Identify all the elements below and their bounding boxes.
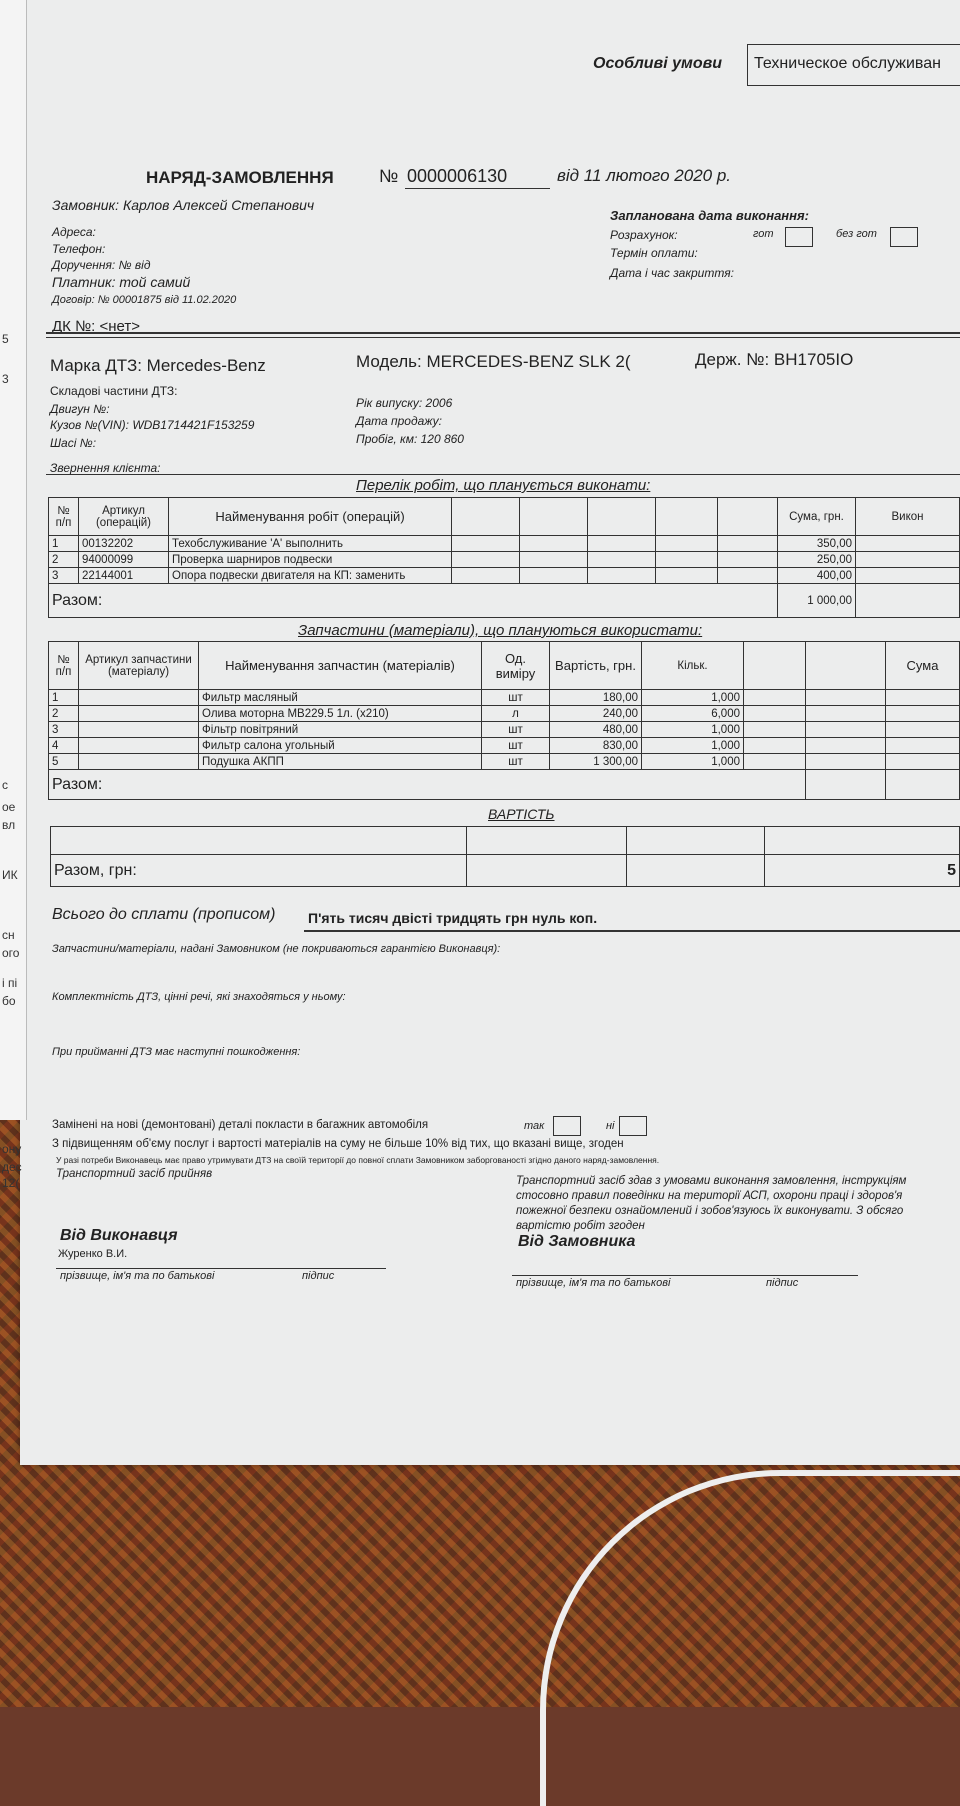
prev-page-text: 12( <box>2 1176 20 1190</box>
vin-label: Кузов №(VIN): WDB1714421F153259 <box>50 418 255 432</box>
part-no: 4 <box>49 738 79 754</box>
document-title: НАРЯД-ЗАМОВЛЕННЯ <box>146 168 334 187</box>
part-qty: 1,000 <box>642 738 744 754</box>
part-qty: 1,000 <box>642 754 744 770</box>
table-row <box>49 690 960 706</box>
contract-label: Договір: № 00001875 від 11.02.2020 <box>52 294 237 306</box>
planned-date-label: Запланована дата виконання: <box>610 208 809 223</box>
order-number: 0000006130 <box>407 166 508 186</box>
replaced-parts-label: Замінені на нові (демонтовані) деталі покласти в багажник автомобіля <box>52 1119 429 1131</box>
cost-total-value: 5 <box>765 855 960 887</box>
part-price: 240,00 <box>550 706 642 722</box>
work-order-document <box>20 0 960 1465</box>
customer-signature-line <box>512 1275 858 1276</box>
cost-table <box>50 826 960 887</box>
works-title: Перелік робіт, що планується виконати: <box>356 477 651 494</box>
prev-page-text: дес <box>2 1160 22 1174</box>
yes-checkbox[interactable] <box>553 1116 581 1136</box>
amount-in-words: П'ять тисяч двісті тридцять грн нуль коп. <box>308 910 598 926</box>
handed-line-4: вартістю робіт згоден <box>516 1220 645 1232</box>
work-sum: 250,00 <box>778 552 856 568</box>
order-number-underline <box>405 188 550 189</box>
part-unit: шт <box>482 690 550 706</box>
cost-title: ВАРТІСТЬ <box>488 806 555 822</box>
work-code: 94000099 <box>79 552 169 568</box>
part-unit: шт <box>482 738 550 754</box>
handed-line-2: стосовно правил поведінки на території АСП, охорони праці і здоров'я <box>516 1190 903 1202</box>
prev-page-text: вл <box>2 818 16 832</box>
components-label: Складові частини ДТЗ: <box>50 384 178 398</box>
customer-sign-hint: підпис <box>766 1277 799 1289</box>
parts-header-no: № п/п <box>49 642 79 690</box>
increase-label: З підвищенням об'єму послуг і вартості матеріалів на суму не більше 10% від тих, що вказані вище, згоден <box>52 1138 624 1150</box>
parts-header-qty: Кільк. <box>642 642 744 690</box>
work-no: 2 <box>49 552 79 568</box>
accepted-label: Транспортний засіб прийняв <box>56 1168 213 1180</box>
parts-header-code: Артикул запчастини (матеріалу) <box>79 642 199 690</box>
prev-page-text: бо <box>2 994 16 1008</box>
no-checkbox[interactable] <box>619 1116 647 1136</box>
work-name: Техобслуживание 'A' выполнить <box>169 536 452 552</box>
retain-label: У разі потреби Виконавець має право утримувати ДТЗ на своїй території до повної сплати Замовником заборгованості згідно даного наряд-замовлення. <box>56 1155 660 1165</box>
from-contractor-label: Від Виконавця <box>60 1227 178 1244</box>
part-price: 180,00 <box>550 690 642 706</box>
special-conditions-label: Особливі умови <box>593 55 723 72</box>
works-header-name: Найменування робіт (операцій) <box>169 498 452 536</box>
work-no: 3 <box>49 568 79 584</box>
number-label: № <box>379 166 399 186</box>
payer-label: Платник: той самий <box>52 274 191 290</box>
table-row <box>49 738 960 754</box>
part-price: 1 300,00 <box>550 754 642 770</box>
part-name: Фильтр масляный <box>199 690 482 706</box>
part-qty: 1,000 <box>642 690 744 706</box>
prev-page-text: с <box>2 778 8 792</box>
work-name: Опора подвески двигателя на КП: заменить <box>169 568 452 584</box>
part-qty: 6,000 <box>642 706 744 722</box>
contractor-name: Журенко В.И. <box>58 1248 128 1260</box>
complaint-label: Звернення клієнта: <box>50 461 161 475</box>
handed-line-3: пожежної безпеки ознайомлений і зобов'язуюсь їх виконувати. З обсяго <box>516 1205 904 1217</box>
part-name: Подушка АКПП <box>199 754 482 770</box>
parts-header-price: Вартість, грн. <box>550 642 642 690</box>
chassis-label: Шасі №: <box>50 436 97 450</box>
complaint-line <box>46 474 960 475</box>
work-sum: 400,00 <box>778 568 856 584</box>
pay-term-label: Термін оплати: <box>610 246 698 260</box>
from-customer-label: Від Замовника <box>518 1233 636 1250</box>
works-header-sum: Сума, грн. <box>778 498 856 536</box>
contractor-sign-hint: підпис <box>302 1270 335 1282</box>
table-row <box>49 706 960 722</box>
vehicle-model: Модель: MERCEDES-BENZ SLK 2( <box>356 352 631 371</box>
parts-table <box>48 641 960 800</box>
table-row <box>49 536 960 552</box>
table-row <box>49 552 960 568</box>
part-no: 1 <box>49 690 79 706</box>
header-divider <box>46 332 960 334</box>
prev-page-text: ону <box>2 1142 22 1156</box>
parts-header-sum: Сума <box>886 642 960 690</box>
part-unit: л <box>482 706 550 722</box>
works-header-done: Викон <box>856 498 960 536</box>
part-price: 830,00 <box>550 738 642 754</box>
prev-page-text: сн <box>2 928 15 942</box>
noncash-checkbox[interactable] <box>890 227 918 247</box>
part-name: Фільтр повітряний <box>199 722 482 738</box>
work-code: 22144001 <box>79 568 169 584</box>
table-row <box>49 754 960 770</box>
proxy-label: Доручення: № від <box>52 258 151 272</box>
work-no: 1 <box>49 536 79 552</box>
previous-page-edge <box>0 0 27 1190</box>
part-no: 3 <box>49 722 79 738</box>
parts-header-unit: Од. виміру <box>482 642 550 690</box>
damage-label: При прийманні ДТЗ має наступні пошкодження: <box>52 1046 301 1058</box>
parts-header-name: Найменування запчастин (матеріалів) <box>199 642 482 690</box>
vehicle-make: Марка ДТЗ: Mercedes-Benz <box>50 356 266 375</box>
amount-in-words-label: Всього до сплати (прописом) <box>52 906 276 923</box>
work-sum: 350,00 <box>778 536 856 552</box>
parts-title: Запчастини (матеріали), що плануються використати: <box>298 622 703 639</box>
cash-label: гот <box>753 228 774 240</box>
yes-label: так <box>524 1120 545 1132</box>
contractor-name-hint: прізвище, ім'я та по батькові <box>60 1270 215 1282</box>
special-conditions-value: Техническое обслуживан <box>754 55 941 72</box>
vehicle-reg: Держ. №: ВН1705ІО <box>695 350 854 369</box>
customer-name-hint: прізвище, ім'я та по батькові <box>516 1277 671 1289</box>
header-divider-thin <box>46 337 960 338</box>
cash-checkbox[interactable] <box>785 227 813 247</box>
part-name: Олива моторна MB229.5 1л. (x210) <box>199 706 482 722</box>
part-no: 5 <box>49 754 79 770</box>
no-label: ні <box>606 1120 615 1132</box>
part-qty: 1,000 <box>642 722 744 738</box>
customer-parts-label: Запчастини/матеріали, надані Замовником (не покриваються гарантією Виконавця): <box>52 943 501 955</box>
works-table <box>48 497 960 618</box>
contractor-signature-line <box>56 1268 386 1269</box>
payment-label: Розрахунок: <box>610 228 678 242</box>
address-label: Адреса: <box>52 225 96 239</box>
work-name: Проверка шарниров подвески <box>169 552 452 568</box>
dk-label: ДК №: <нет> <box>52 318 141 335</box>
handed-line-1: Транспортний засіб здав з умовами виконання замовлення, інструкціям <box>516 1175 907 1187</box>
prev-page-text: 5 <box>2 332 9 346</box>
works-total: 1 000,00 <box>778 584 856 618</box>
order-date: від 11 лютого 2020 р. <box>557 166 732 185</box>
prev-page-text: ое <box>2 800 16 814</box>
phone-label: Телефон: <box>52 242 106 256</box>
customer-name: Замовник: Карлов Алексей Степанович <box>52 197 315 213</box>
engine-label: Двигун №: <box>50 402 110 416</box>
noncash-label: без гот <box>836 228 877 240</box>
amount-underline <box>304 930 960 932</box>
part-price: 480,00 <box>550 722 642 738</box>
prev-page-text: ИК <box>2 868 18 882</box>
part-unit: шт <box>482 722 550 738</box>
works-header-no: № п/п <box>49 498 79 536</box>
works-header-code: Артикул (операцій) <box>79 498 169 536</box>
close-date-label: Дата і час закриття: <box>610 266 734 280</box>
mileage-label: Пробіг, км: 120 860 <box>356 432 464 446</box>
sale-date-label: Дата продажу: <box>356 414 442 428</box>
part-no: 2 <box>49 706 79 722</box>
cost-total-label: Разом, грн: <box>51 855 467 887</box>
part-unit: шт <box>482 754 550 770</box>
parts-total-label: Разом: <box>49 770 806 800</box>
prev-page-text: 3 <box>2 372 9 386</box>
year-label: Рік випуску: 2006 <box>356 396 453 410</box>
table-row <box>49 722 960 738</box>
part-name: Фильтр салона угольный <box>199 738 482 754</box>
prev-page-text: ого <box>2 946 20 960</box>
work-code: 00132202 <box>79 536 169 552</box>
works-total-label: Разом: <box>49 584 778 618</box>
table-row <box>49 568 960 584</box>
completeness-label: Комплектність ДТЗ, цінні речі, які знаходяться у ньому: <box>52 991 346 1003</box>
prev-page-text: і пі <box>2 976 18 990</box>
